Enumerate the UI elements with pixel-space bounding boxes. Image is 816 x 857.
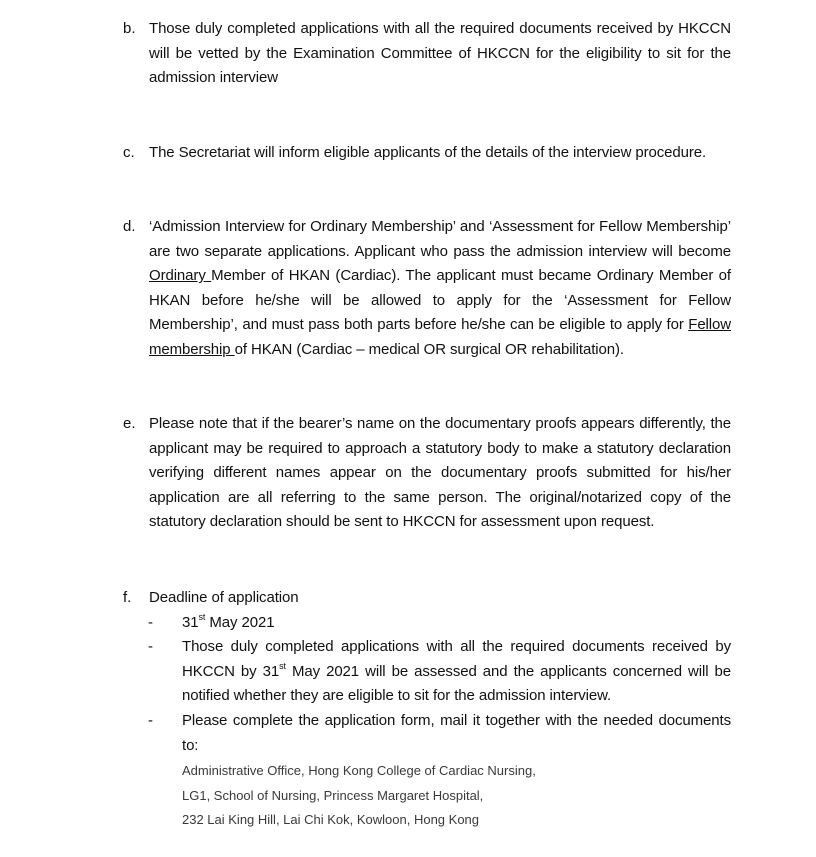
ordinary-membership-link: Ordinary: [149, 267, 212, 285]
deadline-day: 31: [182, 613, 199, 631]
paragraph-d-text-3: of HKAN (Cardiac – medical OR surgical OR rehabilitation).: [234, 340, 624, 358]
deadline-month-year: May 2021: [205, 613, 275, 631]
address-line-1: Administrative Office, Hong Kong College of Cardiac Nursing,: [182, 763, 536, 778]
list-marker-e: e.: [123, 415, 136, 432]
paragraph-b: Those duly completed applications with all the required documents received by HKCCN will be vetted by the Examination Committee of HKCCN for the eligibility to sit for the admission interview: [149, 20, 731, 87]
address-line-3: 232 Lai King Hill, Lai Chi Kok, Kowloon, Hong Kong: [182, 812, 480, 828]
assessment-note-text-2: May 2021 will be assessed and the applicants concerned will be notified whether they are eligible to sit for the admission interview.: [182, 662, 731, 705]
deadline-title: Deadline of application: [149, 589, 299, 606]
assessment-ordinal: st: [279, 660, 286, 671]
list-marker-d: d.: [123, 218, 136, 235]
mailing-instruction: Please complete the application form, mail it together with the needed documents to:: [182, 712, 731, 754]
paragraph-d-text-1: ‘Admission Interview for Ordinary Membership’ and ‘Assessment for Fellow Membership’ are two separate applications. Applicant who pass the admission interview will become: [149, 218, 731, 260]
deadline-ordinal: st: [198, 611, 206, 622]
dash-marker: -: [148, 712, 153, 729]
paragraph-c: The Secretariat will inform eligible applicants of the details of the interview procedure.: [149, 144, 707, 161]
paragraph-d: [149, 215, 731, 363]
dash-marker: -: [148, 638, 153, 656]
paragraph-e: Please note that if the bearer’s name on the documentary proofs appears differently, the applicant may be required to approach a statutory body to make a statutory declaration verifying different names appear on the documentary proofs submitted for his/her application are all referring to the same person. The original/notarized copy of the statutory declaration should be sent to HKCCN for assessment upon request.: [149, 415, 731, 531]
assessment-note-text-1: Those duly completed applications with all the required documents received by HKCCN by 31: [182, 638, 731, 680]
list-marker-c: c.: [123, 144, 135, 161]
paragraph-d-text-2: Member of HKAN (Cardiac). The applicant must became Ordinary Member of HKAN before he/she will be allowed to apply for the ‘Assessment for Fellow Membership’, and must pass both parts before he/she can be eligible to apply for: [149, 267, 731, 334]
dash-marker: -: [148, 613, 153, 631]
assessment-note: [182, 635, 731, 709]
fellow-membership-link: Fellow membership: [149, 316, 731, 358]
list-marker-f: f.: [123, 589, 132, 606]
address-line-2: LG1, School of Nursing, Princess Margaret Hospital,: [182, 787, 484, 803]
list-marker-b: b.: [123, 20, 136, 37]
deadline-date: [182, 611, 731, 636]
mailing-address: [182, 759, 536, 833]
